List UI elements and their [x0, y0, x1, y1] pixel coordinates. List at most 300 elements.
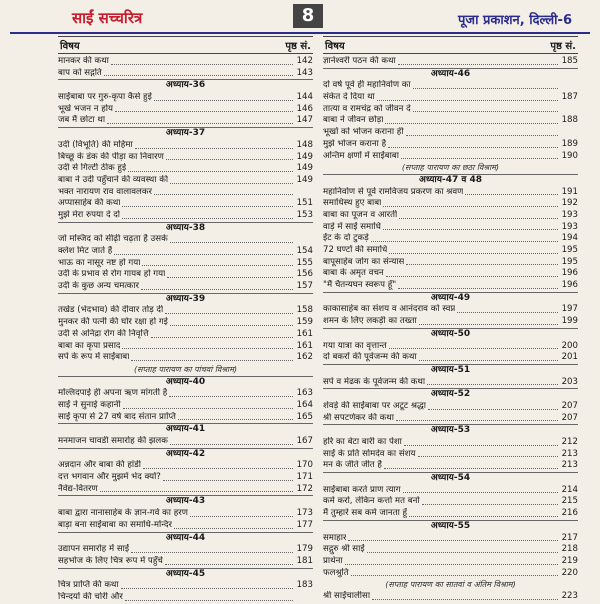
leader-dots — [385, 115, 558, 124]
leader-dots — [170, 317, 293, 326]
contents-entry — [323, 92, 578, 104]
contents-columns — [58, 36, 578, 600]
page-header — [10, 6, 590, 34]
entry-page: 156 — [296, 269, 313, 280]
entry-title: बाबा द्वारा नानासाहेब के ज्ञान-गर्व का हरण — [58, 508, 188, 519]
leader-dots — [131, 352, 293, 361]
entry-title: उदी के कुछ अन्य चमत्कार — [58, 281, 139, 292]
contents-entry — [58, 436, 313, 448]
entry-page: 197 — [561, 304, 578, 315]
leader-dots — [427, 377, 558, 386]
entry-title: अध्याय-40 — [165, 376, 206, 387]
contents-entry — [58, 412, 313, 424]
entry-page — [560, 80, 578, 92]
contents-entry — [58, 56, 313, 68]
leader-dots — [406, 127, 558, 136]
contents-entry — [58, 580, 313, 592]
leader-dots — [163, 472, 293, 481]
entry-page: 142 — [296, 56, 313, 66]
entry-title: मुझे मेरा रुपया दे दो — [58, 209, 121, 220]
entry-page: 191 — [561, 186, 578, 197]
leader-dots — [457, 304, 558, 313]
entry-page: 189 — [561, 138, 578, 149]
chapter-heading — [58, 127, 313, 140]
contents-entry — [58, 592, 313, 604]
leader-dots — [372, 591, 558, 600]
entry-title: अध्याय-43 — [165, 496, 206, 507]
contents-entry — [323, 233, 578, 245]
entry-title: दो वर्ष पूर्व ही महानिर्वाण का — [323, 80, 411, 91]
entry-title: समाधिस्थ हुए बाबा — [323, 198, 382, 209]
entry-page: 157 — [296, 281, 313, 292]
leader-dots — [403, 485, 558, 494]
contents-entry — [323, 591, 578, 603]
contents-entry — [323, 401, 578, 413]
entry-page: 155 — [296, 257, 313, 268]
chapter-heading — [323, 174, 578, 187]
entry-page — [295, 592, 313, 604]
leader-dots — [111, 56, 293, 65]
left-entries — [58, 56, 313, 604]
leader-dots — [398, 280, 558, 289]
entry-title: दत्त भगवान और मुझमें भेद क्यों? — [58, 472, 161, 483]
entry-page: 212 — [561, 437, 578, 447]
entry-page: 213 — [561, 448, 578, 459]
reading-note — [323, 579, 578, 591]
entry-page: 190 — [561, 150, 578, 161]
contents-entry — [58, 258, 313, 270]
chapter-heading — [58, 532, 313, 545]
contents-entry — [58, 400, 313, 412]
right-column — [323, 36, 578, 600]
entry-page: 173 — [296, 508, 313, 519]
contents-entry — [58, 305, 313, 317]
entry-title: सर्प के रूप में साईंबाबा — [58, 352, 130, 363]
entry-title: ईंट के दो टुकड़े — [323, 233, 369, 244]
contents-entry — [58, 115, 313, 127]
contents-entry — [58, 544, 313, 556]
leader-dots — [351, 568, 558, 577]
contents-entry — [323, 80, 578, 92]
entry-title: महानिर्वाण से पूर्व रामविजय प्रकरण का श्रवण — [323, 186, 464, 197]
contents-entry — [58, 152, 313, 164]
contents-entry — [58, 388, 313, 400]
contents-entry — [58, 68, 313, 80]
book-title: साईं सच्चरित्र — [72, 9, 143, 27]
leader-dots — [406, 257, 558, 266]
entry-title: मानकर की कथा — [58, 56, 109, 66]
chapter-heading — [323, 364, 578, 377]
left-column-header — [58, 36, 313, 54]
entry-page: 151 — [296, 198, 313, 209]
leader-dots — [388, 139, 558, 148]
entry-title: अध्याय-45 — [165, 568, 206, 579]
contents-entry — [323, 316, 578, 328]
leader-dots — [170, 234, 293, 243]
contents-entry — [323, 568, 578, 580]
entry-title: (सप्ताह पारायण का पांचवां विश्राम) — [133, 364, 238, 374]
contents-entry — [58, 556, 313, 568]
entry-title: काकासाहेब का संशय व आनंदराव को स्वप्न — [323, 304, 456, 315]
left-column — [58, 36, 313, 600]
entry-title: अध्याय-52 — [430, 389, 471, 400]
contents-entry — [58, 198, 313, 210]
entry-page: 153 — [296, 209, 313, 220]
leader-dots — [383, 198, 558, 207]
contents-entry — [323, 222, 578, 234]
contents-entry — [323, 187, 578, 199]
entry-title: अप्पासाहेब की कथा — [58, 198, 121, 209]
entry-page: 220 — [561, 567, 578, 578]
entry-title: सहभोज के लिए चित्र रूप में पहुँचे — [58, 555, 163, 566]
contents-entry — [58, 234, 313, 246]
leader-dots — [151, 329, 293, 338]
entry-title: तर्खड (भेदभाव) की दीवार तोड़ दी — [58, 305, 164, 316]
topic-heading: विषय — [60, 41, 80, 52]
entry-title: प्रार्थना — [323, 555, 343, 566]
contents-entry — [323, 115, 578, 127]
contents-entry — [58, 472, 313, 484]
entry-title: अध्याय-38 — [165, 222, 206, 233]
leader-dots — [419, 352, 558, 361]
chapter-heading — [323, 424, 578, 437]
contents-entry — [323, 257, 578, 269]
entry-page: 144 — [296, 92, 313, 103]
entry-page: 161 — [296, 340, 313, 351]
entry-title: क्लेश मिट जाते हैं — [58, 246, 113, 256]
contents-entry — [58, 175, 313, 187]
chapter-heading — [323, 328, 578, 341]
entry-title: ज्ञानेश्वरी पठन की कथा — [323, 56, 396, 66]
entry-title: बाड़ा बना साईंबाबा का समाधि-मन्दिर — [58, 519, 173, 530]
leader-dots — [122, 341, 293, 350]
leader-dots — [143, 460, 293, 469]
contents-entry — [323, 544, 578, 556]
chapter-heading — [323, 388, 578, 401]
entry-page: 149 — [296, 174, 313, 185]
entry-page: 216 — [561, 508, 578, 519]
leader-dots — [174, 520, 293, 529]
entry-title: मन के जीते जीत है — [323, 460, 383, 471]
entry-title: बाबा के अमृत वचन — [323, 268, 384, 279]
entry-title: मल्लिदपाई ही अपना ऋण मांगती है — [58, 388, 168, 399]
entry-title: अध्याय-36 — [165, 80, 206, 91]
right-entries — [323, 56, 578, 603]
leader-dots — [165, 556, 293, 565]
entry-title: बाबा ने जीवन छोड़ा — [323, 115, 384, 126]
entry-title: उदी के प्रभाव से रोग गायब हो गया — [58, 269, 166, 280]
contents-entry — [323, 496, 578, 508]
entry-title: अध्याय-46 — [430, 68, 471, 79]
contents-entry — [323, 437, 578, 449]
entry-page: 147 — [296, 115, 313, 126]
entry-title: भाऊ का नासूर नष्ट हो गया — [58, 257, 141, 268]
entry-page: 219 — [561, 555, 578, 566]
entry-title: साईं कृपा से 27 वर्ष बाद संतान प्राप्ति — [58, 411, 176, 422]
leader-dots — [122, 198, 293, 207]
leader-dots — [389, 245, 558, 254]
entry-title: भक्त नारायण राव वालावलकर — [58, 186, 152, 197]
chapter-heading — [58, 423, 313, 436]
publisher: पूजा प्रकाशन, दिल्ली-6 — [458, 13, 572, 28]
entry-title: अध्याय-37 — [165, 128, 206, 139]
contents-entry — [58, 246, 313, 258]
entry-title: अध्याय-39 — [165, 293, 206, 304]
contents-entry — [323, 127, 578, 139]
leader-dots — [413, 80, 558, 89]
entry-title: अध्याय-54 — [430, 473, 471, 484]
contents-entry — [58, 281, 313, 293]
contents-entry — [323, 268, 578, 280]
entry-page: 170 — [296, 460, 313, 471]
entry-page: 154 — [296, 246, 313, 256]
entry-page: 207 — [561, 412, 578, 423]
leader-dots — [141, 281, 293, 290]
leader-dots — [409, 508, 558, 517]
leader-dots — [125, 592, 293, 601]
entry-title: बाबा का कृपा प्रसाद — [58, 340, 121, 351]
entry-title: (सप्ताह पारायण का छठा विश्राम) — [401, 163, 500, 173]
leader-dots — [396, 413, 558, 422]
contents-entry — [58, 520, 313, 532]
leader-dots — [107, 115, 293, 124]
entry-title: भूखों को भोजन कराना ही — [323, 127, 404, 138]
chapter-heading — [58, 448, 313, 461]
entry-title: मैं तुम्हारे सब कर्म जानता हूँ — [323, 508, 408, 519]
entry-page: 185 — [561, 56, 578, 66]
leader-dots — [190, 508, 293, 517]
entry-title: संकेत दे दिया था — [323, 92, 375, 103]
entry-title: साईं ने सुनाई कहानी — [58, 399, 121, 410]
leader-dots — [371, 233, 558, 242]
contents-entry — [323, 56, 578, 68]
entry-page: 217 — [561, 532, 578, 543]
entry-title: शेवड़े की साईंबाबा पर अटूट श्रद्धा — [323, 400, 427, 411]
contents-entry — [58, 460, 313, 472]
entry-title: जब मैं छोटा था — [58, 115, 106, 126]
entry-title: भूखे भजन न होय — [58, 103, 113, 114]
entry-title: सद्गुरु श्री साईं — [323, 544, 365, 555]
entry-title: बिच्छू के डंक की पीड़ा का निवारण — [58, 151, 164, 162]
leader-dots — [401, 151, 558, 160]
leader-dots — [386, 268, 558, 277]
right-column-header — [323, 36, 578, 54]
entry-page: 201 — [561, 352, 578, 363]
entry-title: नैवेद्य-वितरण — [58, 483, 98, 494]
leader-dots — [413, 104, 558, 113]
entry-page: 172 — [296, 483, 313, 494]
contents-entry — [58, 341, 313, 353]
leader-dots — [165, 305, 293, 314]
contents-entry — [58, 352, 313, 364]
entry-title: वाड़े में साईं समाधि — [323, 221, 381, 232]
entry-title: बाबा का पूजन व आरती — [323, 209, 398, 220]
entry-title: सर्प व मेढक के पूर्वजन्म की कथा — [323, 376, 426, 387]
entry-title: बाबा ने उदी पहुँचाने की व्यवस्था की — [58, 174, 169, 185]
contents-entry — [323, 139, 578, 151]
chapter-heading — [58, 222, 313, 235]
leader-dots — [178, 412, 293, 421]
entry-page: 195 — [561, 256, 578, 267]
contents-entry — [323, 280, 578, 292]
leader-dots — [154, 92, 293, 101]
leader-dots — [399, 210, 558, 219]
leader-dots — [345, 556, 558, 565]
contents-entry — [58, 210, 313, 222]
entry-title: जो मस्जिद को सीढ़ी चढ़ता है उसके — [58, 234, 168, 245]
leader-dots — [154, 187, 293, 196]
entry-title: चित्र प्राप्ति की कथा — [58, 580, 119, 591]
entry-page: 179 — [296, 544, 313, 555]
entry-title: कर्म करो, लेकिन कर्त्ता मत बनो — [323, 496, 420, 507]
entry-title: समाहार — [323, 532, 347, 543]
leader-dots — [123, 400, 293, 409]
entry-title: तात्या व रामचंद्र को जीवन दे — [323, 103, 411, 114]
entry-page: 164 — [296, 399, 313, 410]
entry-page — [560, 127, 578, 139]
leader-dots — [100, 484, 293, 493]
entry-page: 181 — [296, 555, 313, 566]
contents-entry — [58, 140, 313, 152]
leader-dots — [135, 140, 293, 149]
entry-title: साईंबाबा पर गुरु-कृपा कैसे हुई — [58, 92, 152, 103]
entry-page: 148 — [296, 139, 313, 150]
entry-title: 72 घण्टों की समाधि — [323, 245, 388, 255]
entry-title: अध्याय-49 — [430, 292, 471, 303]
entry-title: चिन्दयों की चोरी और — [58, 591, 123, 602]
leader-dots — [142, 258, 293, 267]
entry-page: 149 — [296, 151, 313, 162]
contents-entry — [58, 508, 313, 520]
contents-entry — [58, 269, 313, 281]
entry-title: मुझे भोजन कराना है — [323, 138, 387, 149]
entry-title: (सप्ताह पारायण का सातवां व अंतिम विश्राम) — [385, 580, 516, 590]
entry-page: 199 — [561, 316, 578, 327]
entry-page: 146 — [296, 103, 313, 114]
leader-dots — [170, 175, 293, 184]
leader-dots — [383, 222, 558, 231]
entry-page: 203 — [561, 376, 578, 387]
leader-dots — [348, 533, 558, 542]
chapter-heading — [58, 79, 313, 92]
entry-title: अध्याय-41 — [165, 424, 206, 435]
leader-dots — [389, 341, 558, 350]
chapter-heading — [58, 568, 313, 581]
contents-entry — [323, 556, 578, 568]
leader-dots — [384, 460, 558, 469]
entry-page: 207 — [561, 400, 578, 411]
entry-title: शमन के लिए लकड़ी का तख्ता — [323, 316, 417, 327]
entry-page: 200 — [561, 340, 578, 351]
page-heading: पृष्ठ सं. — [550, 41, 576, 52]
chapter-heading — [323, 292, 578, 305]
entry-title: उदी (विभूति) की महिमा — [58, 139, 133, 150]
entry-page: 223 — [561, 590, 578, 601]
contents-entry — [323, 449, 578, 461]
leader-dots — [419, 316, 558, 325]
entry-page — [295, 234, 313, 246]
leader-dots — [418, 449, 558, 458]
chapter-heading — [58, 376, 313, 389]
leader-dots — [122, 210, 293, 219]
entry-title: उदी से अनिद्रा रोग की निवृत्ति — [58, 328, 149, 339]
contents-entry — [323, 533, 578, 545]
entry-title: साईंबाबा करते प्राण त्याग — [323, 484, 401, 495]
entry-title: साईं के प्रति सोमदेव का संशय — [323, 448, 416, 459]
contents-entry — [58, 484, 313, 496]
leader-dots — [404, 437, 558, 446]
leader-dots — [166, 152, 293, 161]
entry-page: 162 — [296, 352, 313, 363]
leader-dots — [131, 544, 293, 553]
contents-entry — [58, 329, 313, 341]
contents-entry — [323, 210, 578, 222]
entry-page: 149 — [296, 163, 313, 174]
entry-page — [295, 187, 313, 199]
topic-heading: विषय — [325, 41, 345, 52]
leader-dots — [169, 388, 293, 397]
leader-dots — [104, 68, 293, 77]
leader-dots — [367, 544, 558, 553]
contents-entry — [58, 92, 313, 104]
entry-title: बापूसाहेब जोग का संन्यास — [323, 256, 405, 267]
entry-page: 177 — [296, 519, 313, 530]
entry-title: उद्यापन समारोह में साईं — [58, 544, 130, 555]
entry-title: श्री सपटणेकर की कथा — [323, 412, 394, 423]
contents-entry — [323, 413, 578, 425]
entry-title: अन्नदान और बाबा की हांडी — [58, 460, 141, 471]
leader-dots — [465, 187, 558, 196]
entry-title: अध्याय-44 — [165, 532, 206, 543]
contents-entry — [323, 245, 578, 257]
contents-entry — [323, 352, 578, 364]
contents-entry — [323, 198, 578, 210]
entry-page: 188 — [561, 115, 578, 126]
entry-title: अध्याय-42 — [165, 448, 206, 459]
entry-title: फलश्रुति — [323, 567, 349, 578]
leader-dots — [170, 436, 293, 445]
entry-title: श्री साईंचालीसा — [323, 590, 371, 601]
entry-page: 196 — [561, 268, 578, 279]
leader-dots — [377, 92, 558, 101]
contents-entry — [323, 485, 578, 497]
entry-title: "मैं चैतन्यघन स्वरूप हूँ" — [323, 280, 397, 291]
entry-title: मनमाजन चावडी समारोह की झलक — [58, 436, 168, 446]
entry-title: अध्याय-51 — [430, 364, 471, 375]
entry-page: 193 — [561, 209, 578, 220]
entry-page: 215 — [561, 496, 578, 507]
entry-page: 218 — [561, 544, 578, 555]
contents-entry — [58, 187, 313, 199]
contents-entry — [323, 341, 578, 353]
entry-page: 159 — [296, 317, 313, 328]
leader-dots — [422, 496, 558, 505]
entry-page: 163 — [296, 388, 313, 399]
entry-title: उदी से गिल्टी ठीक हुई — [58, 163, 127, 174]
chapter-heading — [323, 520, 578, 533]
contents-entry — [323, 460, 578, 472]
entry-page: 196 — [561, 280, 578, 291]
entry-title: हरि का बेटा बारी का पेशा — [323, 437, 402, 447]
entry-page — [560, 104, 578, 116]
entry-title: अध्याय-50 — [430, 328, 471, 339]
entry-page: 194 — [561, 233, 578, 244]
page-heading: पृष्ठ सं. — [285, 41, 311, 52]
entry-page: 187 — [561, 92, 578, 103]
entry-title: अध्याय-47 व 48 — [418, 174, 483, 185]
entry-page: 165 — [296, 411, 313, 422]
leader-dots — [167, 269, 293, 278]
